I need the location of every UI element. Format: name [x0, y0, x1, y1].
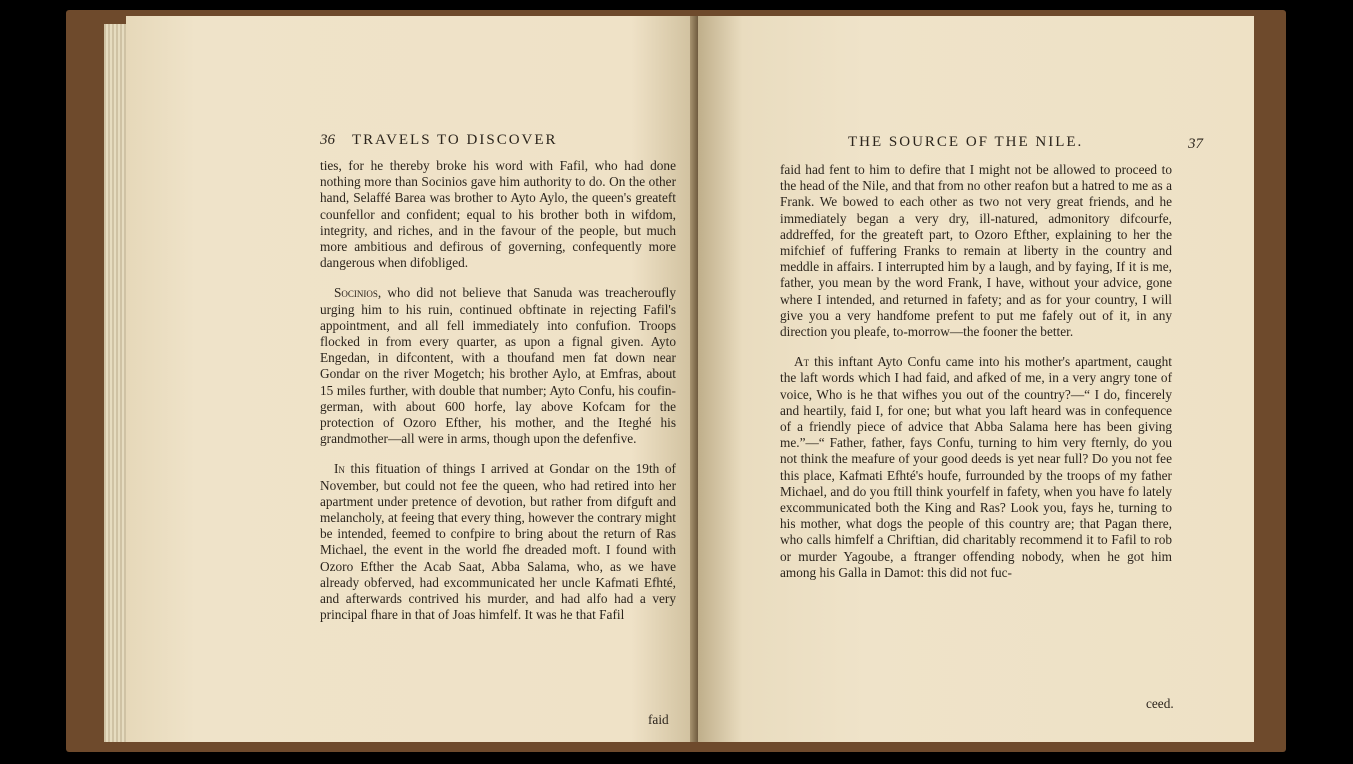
paragraph: In this fituation of things I arrived at Gondar on the 19th of November, but could not fee the queen, who had retired into her apartment under pretence of devotion, but rather from difguft and melancholy, at feeing that every thing, however the contrary might be intended, feemed to confpire to bring about the return of Ras Michael, the event in the world fhe dreaded moft. I found with Ozoro Efther the Acab Saat, Abba Salama, who, as we have already obferved, had excommunicated her uncle Kafmati Efhté, and afterwards contrived his murder, and had alfo had a very principal fhare in that of Joas himfelf. It was he that Fafil — [320, 461, 676, 623]
right-page-number: 37 — [1188, 136, 1203, 152]
paragraph: ties, for he thereby broke his word with Fafil, who had done nothing more than Socinios gave him authority to do. On the other hand, Selaffé Barea was brother to Ayto Aylo, the queen's greateft counfellor and confident; equal to his brother both in wifdom, integrity, and riches, and in the favour of the people, but much more ambitious and defirous of governing, confequently more dangerous when difobliged. — [320, 158, 676, 271]
open-book — [66, 10, 1286, 752]
paragraph-lead: At — [794, 354, 810, 370]
paragraph: faid had fent to him to defire that I might not be allowed to proceed to the head of the Nile, and that from no other reafon but a hatred to me as a Frank. We bowed to each other as two not very great friends, and he immediately began a very dry, ill-natured, admonitory difcourfe, addreffed, for the greateft part, to Ozoro Efther, explaining to her the mifchief of fuffering Franks to remain at liberty in the country and meddle in affairs. I interrupted him by a laugh, and by faying, If it is me, father, you mean by the word Frank, I have, without your advice, gone where I intended, and returned in fafety; and as for your country, I will give you a very handfome prefent to put me fafely out of it, in any direction you pleafe, to-morrow—the fooner the better. — [780, 162, 1172, 340]
left-catchword: faid — [648, 712, 669, 727]
right-catchword: ceed. — [1146, 696, 1174, 711]
left-text-block — [320, 158, 676, 623]
right-text-block — [780, 162, 1172, 581]
right-running-head: THE SOURCE OF THE NILE. — [848, 134, 1084, 150]
left-page — [126, 16, 700, 742]
paragraph-lead: Socinios, — [334, 285, 382, 301]
left-running-head: TRAVELS TO DISCOVER — [352, 132, 558, 148]
paragraph: At this inftant Ayto Confu came into his mother's apartment, caught the laft words which I had faid, and afked of me, in a very angry tone of voice, Who is he that wifhes you out of the country?—“ I do, fincerely and heartily, faid I, for one; but what you laft heard was in confequence of a friendly piece of advice that Abba Salama here has been giving me.”—“ Father, father, fays Confu, turning to him very fternly, do you not think the meafure of your good deeds is yet near full? Do you not fee this place, Kafmati Efhté's houfe, furrounded by the troops of my father Michael, and do you ftill think yourfelf in fafety, when you have fo lately excommunicated both the King and Ras? Look you, fays he, turning to his mother, what dogs the people of this country are; that Pagan there, who calls himfelf a Chriftian, did charitably recommend it to Fafil to rob or murder Yagoube, a ftranger offending nobody, when he got him among his Galla in Damot: this did not fuc- — [780, 354, 1172, 580]
right-page — [698, 16, 1254, 742]
paragraph-lead: In — [334, 461, 345, 477]
left-page-number: 36 — [320, 132, 335, 148]
paragraph: Socinios, who did not believe that Sanuda was treacheroufly urging him to his ruin, continued obftinate in rejecting Fafil's appointment, and all fell immediately into confufion. Troops flocked in from every quarter, as upon a fignal given. Ayto Engedan, in difcontent, with a thoufand men fat down near Gondar on the river Mogetch; his brother Aylo, at Emfras, about 15 miles further, with double that number; Ayto Confu, his coufin-german, with about 600 horfe, lay above Kofcam for the protection of Ozoro Efther, his mother, and the Iteghé his grandmother—all were in arms, though upon the defenfive. — [320, 285, 676, 447]
